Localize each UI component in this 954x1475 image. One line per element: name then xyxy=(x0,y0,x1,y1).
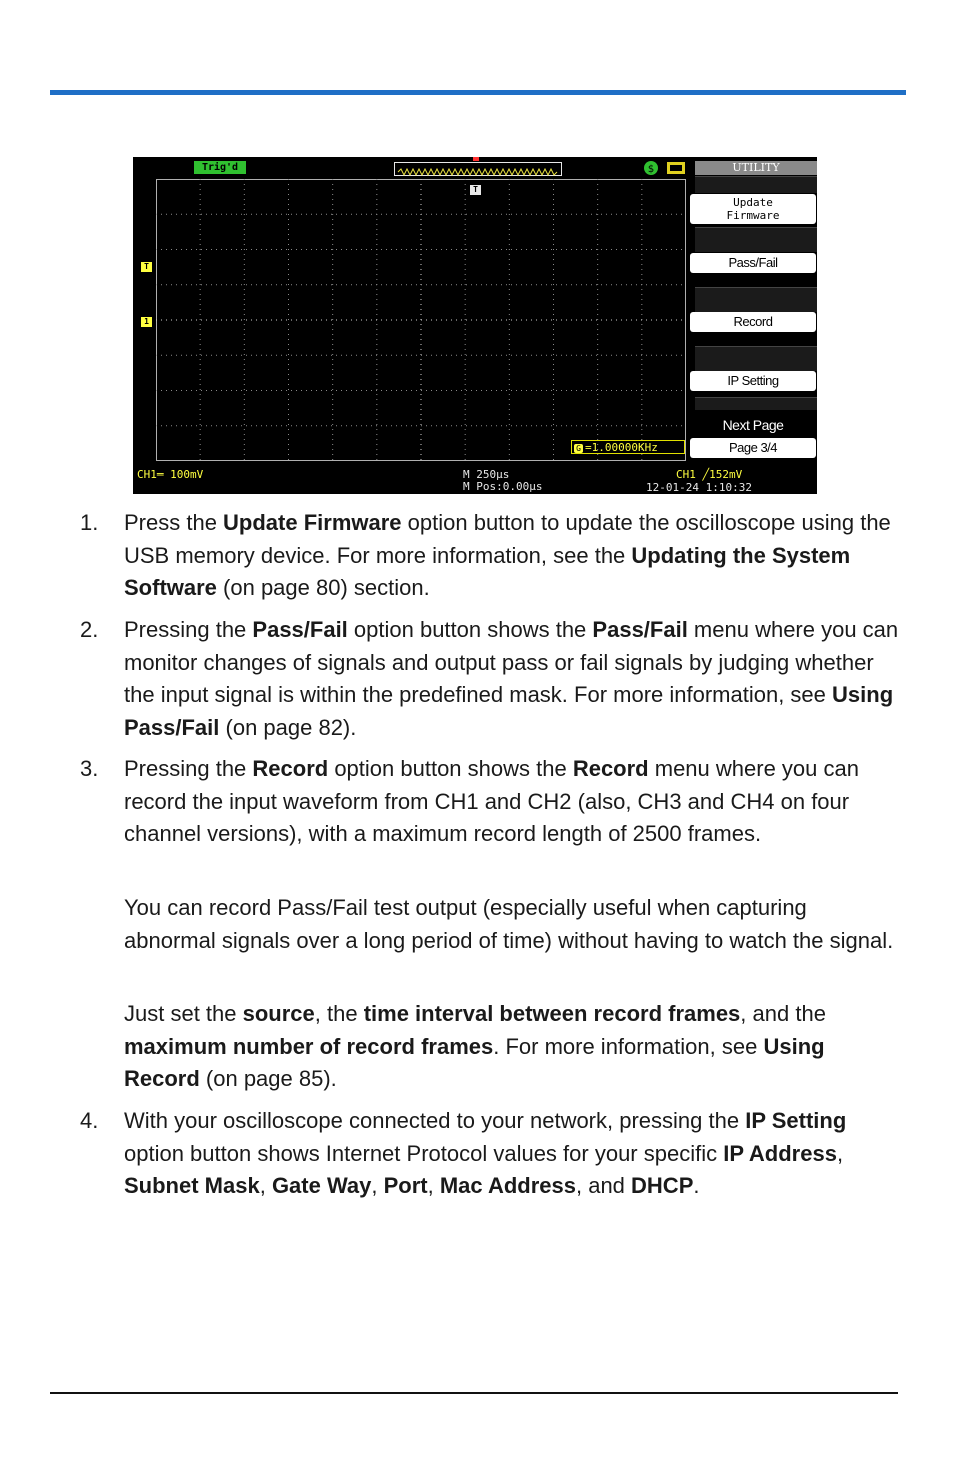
frequency-value: =1.00000KHz xyxy=(585,441,658,454)
list-number: 3. xyxy=(80,756,99,781)
menu-separator xyxy=(695,287,817,312)
list-text: Press the Update Firmware option button to update the oscilloscope using the USB memory device. For more information, see the Updating the System Software (on page 80) section. xyxy=(124,510,891,600)
list-text: Pressing the Pass/Fail option button shows the Pass/Fail menu where you can monitor changes of signals and output pass or fail signals by judging whether the input signal is within the predefined mask. For more information, see Using Pass/Fail (on page 82). xyxy=(124,617,899,740)
frequency-readout xyxy=(571,440,685,454)
list-number: 1. xyxy=(80,510,99,535)
update-firmware-label-line1: Update xyxy=(733,196,773,209)
memory-position-bar xyxy=(394,162,562,176)
trigger-time-marker: T xyxy=(470,185,481,195)
svg-text:$: $ xyxy=(647,164,655,175)
trigger-level-marker: T xyxy=(141,262,152,272)
header-rule xyxy=(50,90,906,95)
menu-separator xyxy=(695,176,817,193)
update-firmware-button[interactable] xyxy=(690,194,816,224)
list-text: Pressing the Record option button shows the Record menu where you can record the input waveform from CH1 and CH2 (also, CH3 and CH4 on four channel versions), with a maximum record length of 2500 frames. xyxy=(124,756,859,846)
channel-1-marker: 1 xyxy=(141,317,152,327)
frequency-icon: G xyxy=(574,444,583,453)
trigger-status-badge: Trig'd xyxy=(194,161,246,174)
timebase-position: M Pos:0.00µs xyxy=(463,480,543,493)
next-page-button[interactable]: Next Page xyxy=(690,415,816,435)
status-icons xyxy=(643,160,691,176)
menu-separator xyxy=(695,227,817,252)
oscilloscope-screen xyxy=(133,157,817,494)
waveform-grid xyxy=(156,179,686,461)
menu-separator xyxy=(695,397,817,410)
timebase: M 250µs xyxy=(463,468,510,481)
menu-title: UTILITY xyxy=(695,161,817,175)
pass-fail-button[interactable]: Pass/Fail xyxy=(690,253,816,273)
record-button[interactable]: Record xyxy=(690,312,816,332)
page-indicator: Page 3/4 xyxy=(690,438,816,458)
trigger-position-tick xyxy=(473,157,479,161)
menu-separator xyxy=(695,346,817,371)
list-number: 4. xyxy=(80,1108,99,1133)
list-text: With your oscilloscope connected to your network, pressing the IP Setting option button shows Internet Protocol values for your specific IP Address, Subnet Mask, Gate Way, Port, Mac Address, and DHCP. xyxy=(124,1108,847,1198)
footer-rule xyxy=(50,1392,898,1394)
date-time: 12-01-24 1:10:32 xyxy=(646,481,752,494)
ch1-scale: CH1═ 100mV xyxy=(137,468,204,481)
list-number: 2. xyxy=(80,617,99,642)
ip-setting-button[interactable]: IP Setting xyxy=(690,371,816,391)
trigger-info: CH1 ╱152mV xyxy=(676,468,743,481)
update-firmware-label-line2: Firmware xyxy=(726,209,780,222)
